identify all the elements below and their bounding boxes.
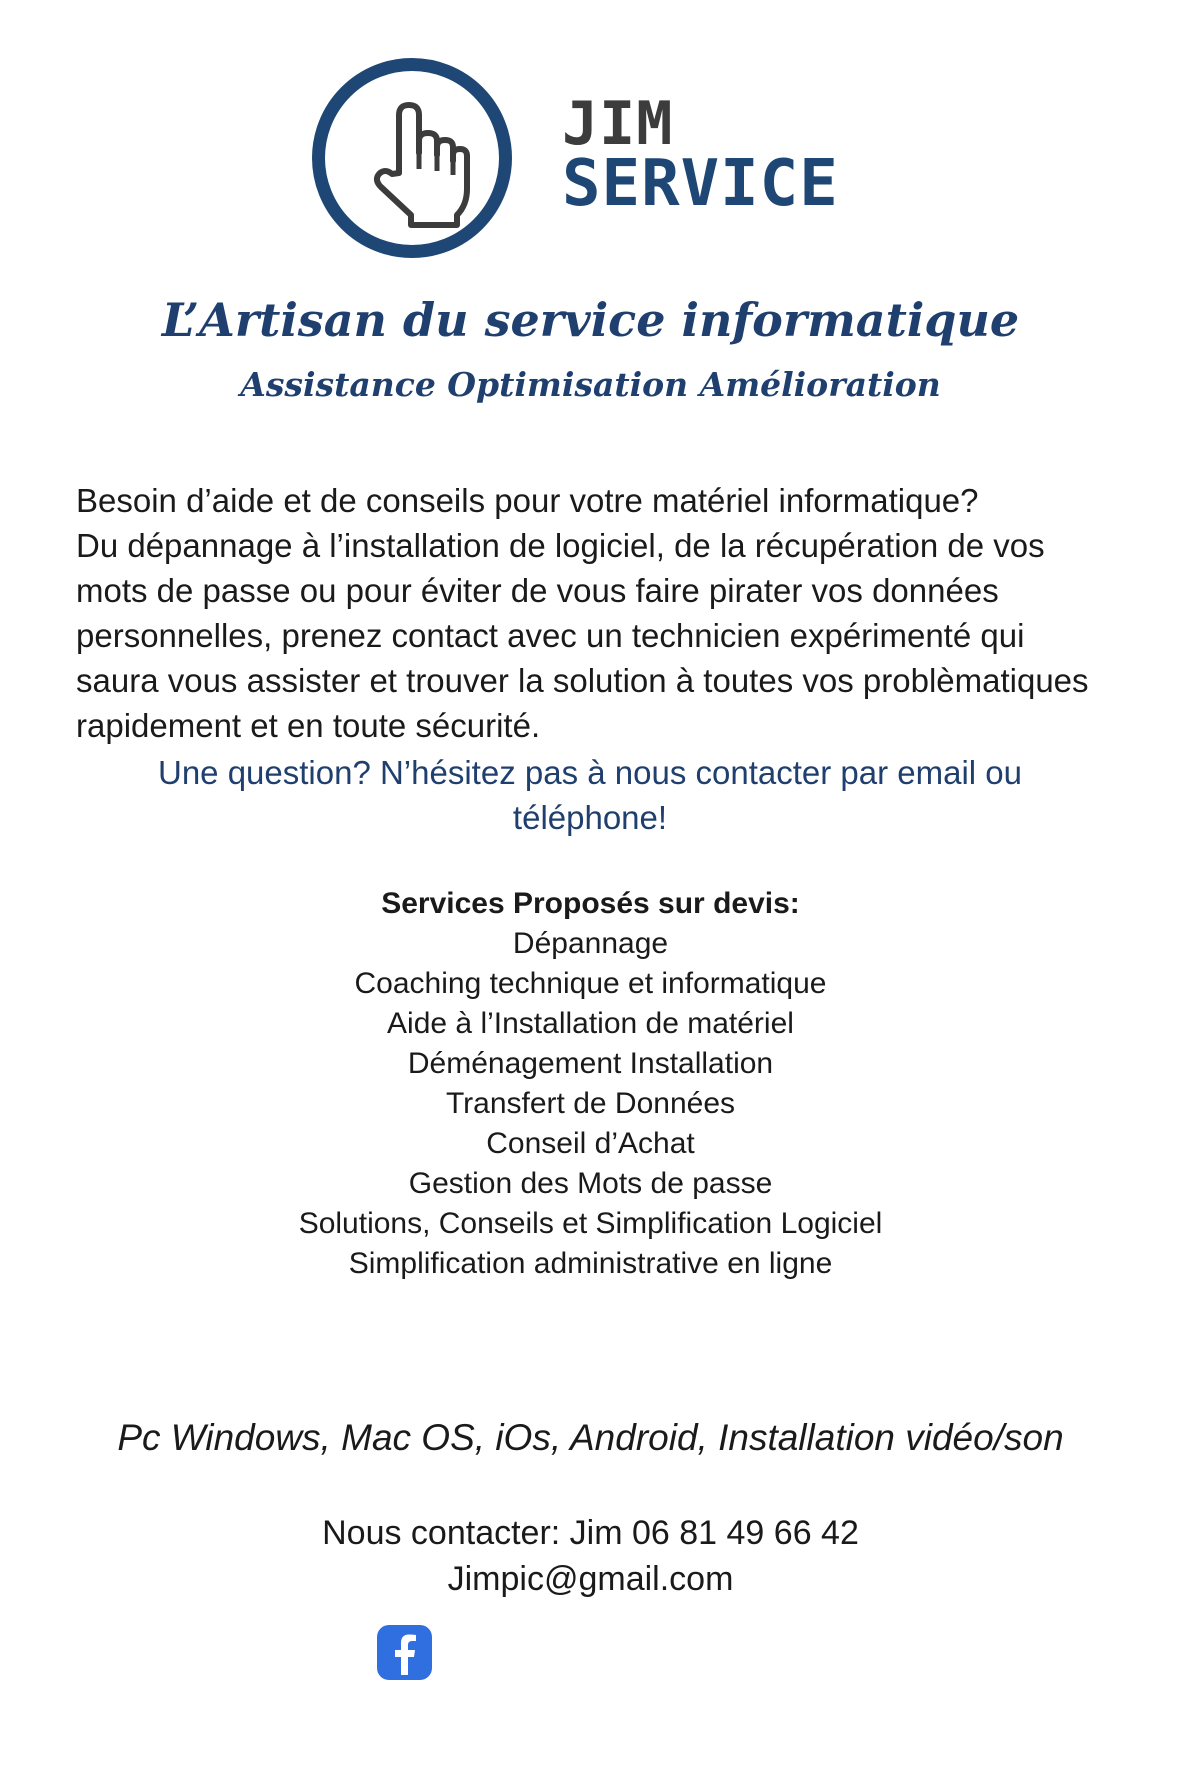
contact-phone: Nous contacter: Jim 06 81 49 66 42 [322,1514,859,1552]
service-item: Aide à l’Installation de matériel [387,1007,794,1040]
intro-section [76,478,1116,748]
service-item: Coaching technique et informatique [354,967,827,1000]
intro-heading: Besoin d’aide et de conseils pour votre matériel informatique? [76,482,979,519]
services-section [0,884,1181,1284]
subtagline: Assistance Optimisation Amélioration [240,365,941,404]
contact-section [0,1510,1181,1602]
service-item: Simplification administrative en ligne [348,1247,833,1280]
contact-email[interactable]: Jimpic@gmail.com [447,1560,734,1598]
contact-prompt: Une question? N’hésitez pas à nous contacter par email ou téléphone! [157,754,1022,836]
brand-name-jim: JIM [562,89,674,159]
services-list [0,924,1181,1284]
services-title: Services Proposés sur devis: [381,887,800,920]
platforms-line: Pc Windows, Mac OS, iOs, Android, Installation vidéo/son [117,1417,1064,1458]
logo [300,52,900,284]
tagline: L’Artisan du service informatique [161,293,1020,347]
brand-name-service: SERVICE [562,147,839,221]
pointing-hand-icon [365,101,475,231]
facebook-icon [377,1625,432,1680]
intro-body: Du dépannage à l’installation de logiciel, de la récupération de vos mots de passe ou pour éviter de vous faire pirater vos données personnelles, prenez contact avec un technicien expérimenté qui saura vous assister et trouver la solution à toutes vos problèmatiques rapidement et en toute sécurité. [76,527,1089,744]
service-item: Déménagement Installation [407,1047,774,1080]
service-item: Gestion des Mots de passe [408,1167,773,1200]
service-item: Dépannage [512,927,669,960]
service-item: Conseil d’Achat [486,1127,695,1160]
logo-circle [312,58,512,258]
service-item: Solutions, Conseils et Simplification Logiciel [298,1207,883,1240]
service-item: Transfert de Données [445,1087,736,1120]
facebook-button[interactable] [377,1625,432,1680]
